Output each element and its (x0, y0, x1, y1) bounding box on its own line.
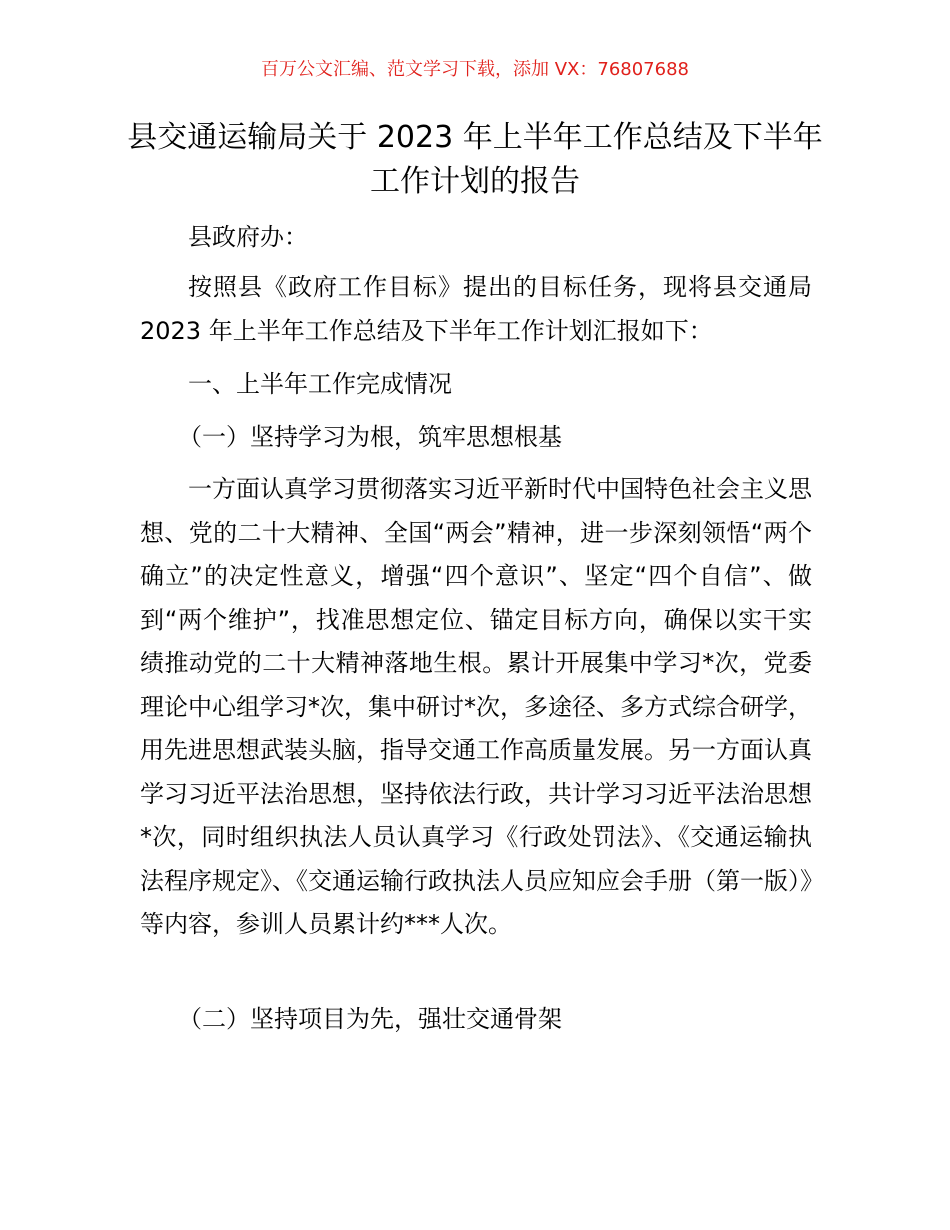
document-title: 县交通运输局关于 2023 年上半年工作总结及下半年工作计划的报告 (127, 120, 823, 199)
intro-paragraph: 按照县《政府工作目标》提出的目标任务，现将县交通局 2023 年上半年工作总结及下半年工作计划汇报如下： (140, 273, 812, 345)
body-paragraph-1: 一方面认真学习贯彻落实习近平新时代中国特色社会主义思想、党的二十大精神、全国“两会”精神，进一步深刻领悟“两个确立”的决定性意义，增强“四个意识”、坚定“四个自信”、做到“两个维护”，找准思想定位、锚定目标方向，确保以实干实绩推动党的二十大精神落地生根。累计开展集中学习*次，党委理论中心组学习*次，集中研讨*次，多途径、多方式综合研学，用先进思想武装头脑，指导交通工作高质量发展。另一方面认真学习习近平法治思想，坚持依法行政，共计学习习近平法治思想*次，同时组织执法人员认真学习《行政处罚法》、《交通运输执法程序规定》、《交通运输行政执法人员应知应会手册（第一版）》等内容，参训人员累计约***人次。 (140, 475, 812, 938)
watermark-header: 百万公文汇编、范文学习下载，添加 VX：76807688 (261, 59, 689, 80)
subsection-heading-2: （二）坚持项目为先，强壮交通骨架 (178, 1005, 562, 1033)
subsection-heading-1: （一）坚持学习为根，筑牢思想根基 (178, 423, 562, 451)
salutation: 县政府办： (188, 223, 308, 251)
section-heading-1: 一、上半年工作完成情况 (188, 370, 452, 398)
